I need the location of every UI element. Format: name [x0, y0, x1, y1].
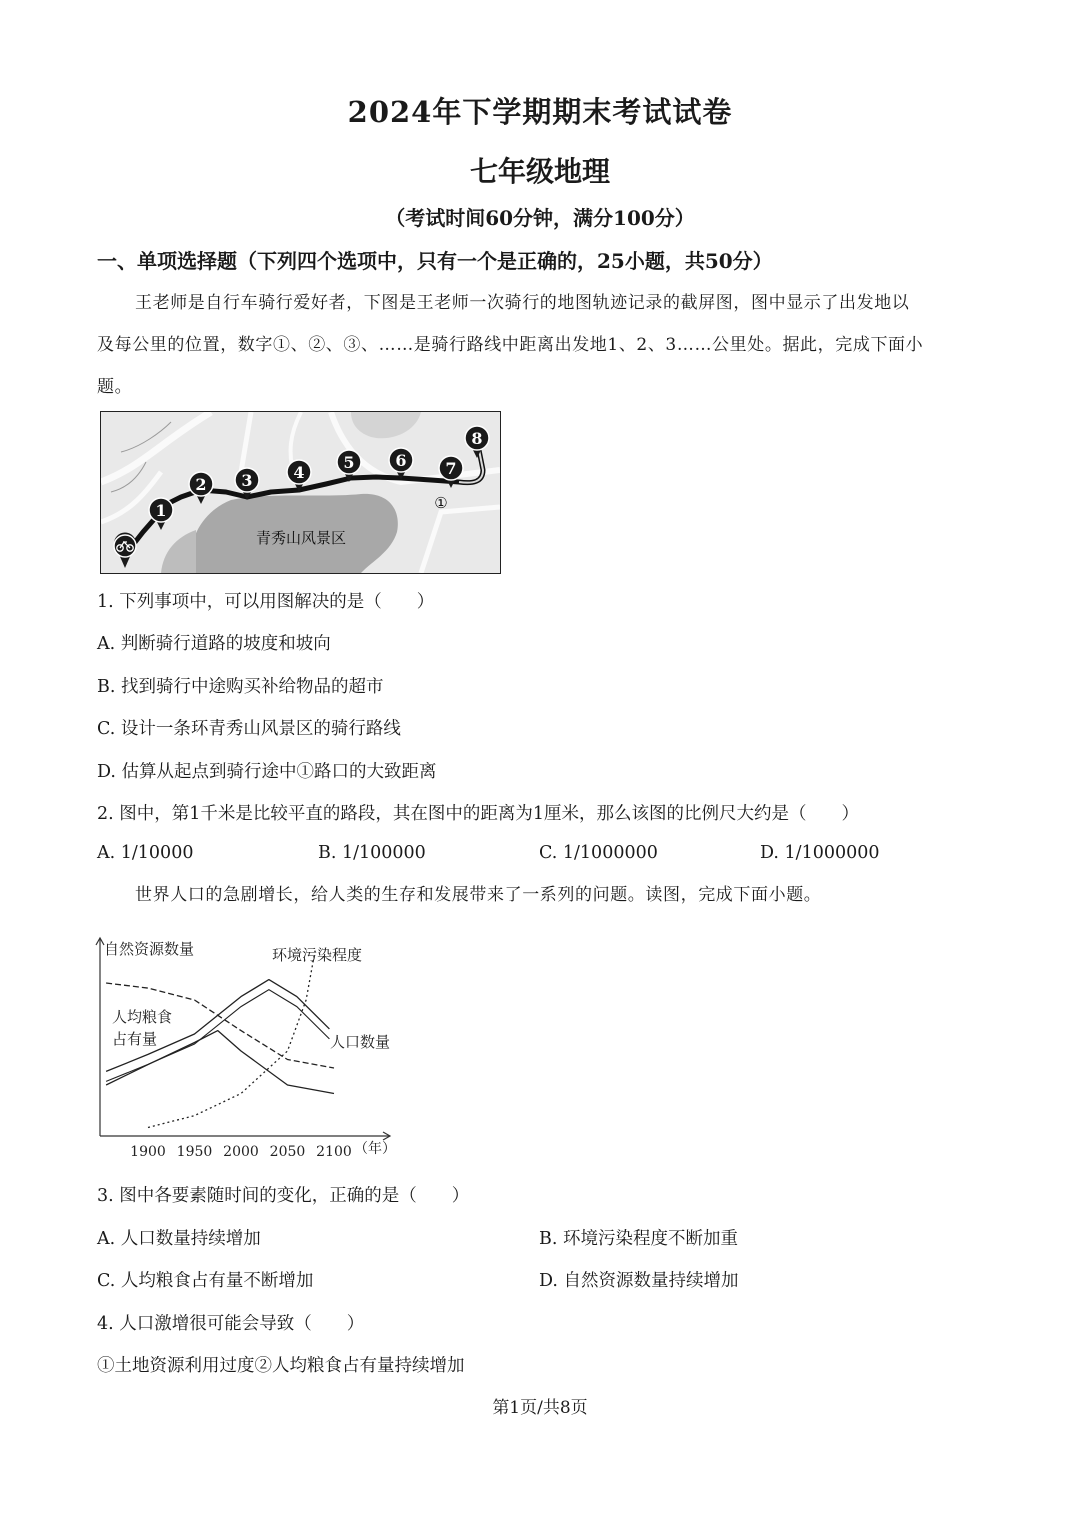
scenic-area-label: 青秀山风景区 [255, 529, 347, 547]
q3-option-b[interactable]: B. 环境污染程度不断加重 [539, 1229, 738, 1249]
x-tick-label: 1900 [130, 1144, 166, 1160]
x-tick-label: 1950 [176, 1144, 213, 1160]
label-pollution: 环境污染程度 [272, 946, 363, 964]
q2-stem: 2. 图中，第1千米是比较平直的路段，其在图中的距离为1厘米，那么该图的比例尺大约是（ ） [97, 804, 860, 824]
km-marker-label: 6 [395, 451, 407, 470]
x-tick-label: 2000 [223, 1144, 259, 1160]
q1-option-a[interactable]: A. 判断骑行道路的坡度和坡向 [97, 634, 331, 654]
q4-line-1: ①土地资源利用过度②人均粮食占有量持续增加 [97, 1356, 465, 1376]
km-marker-label: 1 [155, 501, 167, 520]
x-tick-label: 2100 [316, 1144, 352, 1160]
km-marker-label: 3 [241, 471, 253, 490]
q2-option-c[interactable]: C. 1/1000000 [539, 843, 658, 863]
q1-option-c[interactable]: C. 设计一条环青秀山风景区的骑行路线 [97, 719, 401, 739]
km-marker-label: 8 [471, 429, 483, 448]
q3-stem: 3. 图中各要素随时间的变化，正确的是（ ） [97, 1186, 470, 1206]
q2-option-b[interactable]: B. 1/100000 [318, 843, 426, 863]
q1-stem: 1. 下列事项中，可以用图解决的是（ ） [97, 592, 435, 612]
intro-line-1: 王老师是自行车骑行爱好者，下图是王老师一次骑行的地图轨迹记录的截屏图，图中显示了出发地以 [135, 293, 910, 313]
exam-title: 2024年下学期期末考试试卷 [347, 95, 733, 129]
q2-option-a[interactable]: A. 1/10000 [97, 843, 194, 863]
exam-subject: 七年级地理 [469, 155, 610, 188]
intro-line-3: 题。 [97, 377, 133, 397]
exam-info: （考试时间60分钟，满分100分） [385, 206, 695, 230]
q4-stem: 4. 人口激增很可能会导致（ ） [97, 1314, 365, 1334]
x-tick-label: 2050 [269, 1144, 306, 1160]
label-grain-line2: 占有量 [112, 1030, 158, 1048]
q3-option-a[interactable]: A. 人口数量持续增加 [97, 1229, 261, 1249]
population-chart [90, 930, 420, 1162]
intro-2: 世界人口的急剧增长，给人类的生存和发展带来了一系列的问题。读图，完成下面小题。 [135, 885, 822, 905]
page-footer: 第1页/共8页 [492, 1398, 588, 1418]
q1-option-b[interactable]: B. 找到骑行中途购买补给物品的超市 [97, 677, 384, 697]
km-marker-label: 7 [445, 459, 457, 478]
label-population: 人口数量 [330, 1033, 391, 1051]
km-marker-label: 2 [195, 475, 207, 494]
q1-option-d[interactable]: D. 估算从起点到骑行途中①路口的大致距离 [97, 762, 437, 782]
q2-option-d[interactable]: D. 1/1000000 [760, 843, 880, 863]
x-axis-label: （年） [354, 1141, 396, 1157]
km-marker-label: 5 [343, 453, 355, 472]
junction-label: ① [434, 494, 448, 512]
series-line-1 [148, 949, 315, 1128]
section-heading: 一、单项选择题（下列四个选项中，只有一个是正确的，25小题，共50分） [97, 249, 773, 273]
intro-line-2: 及每公里的位置，数字①、②、③、……是骑行路线中距离出发地1、2、3……公里处。据此，完成下面小 [97, 335, 924, 355]
km-marker-label: 4 [293, 463, 305, 482]
q3-option-d[interactable]: D. 自然资源数量持续增加 [539, 1271, 739, 1291]
label-resources: 自然资源数量 [104, 940, 195, 958]
label-grain-line1: 人均粮食 [112, 1008, 173, 1026]
cycling-route-map [100, 411, 501, 574]
q3-option-c[interactable]: C. 人均粮食占有量不断增加 [97, 1271, 314, 1291]
